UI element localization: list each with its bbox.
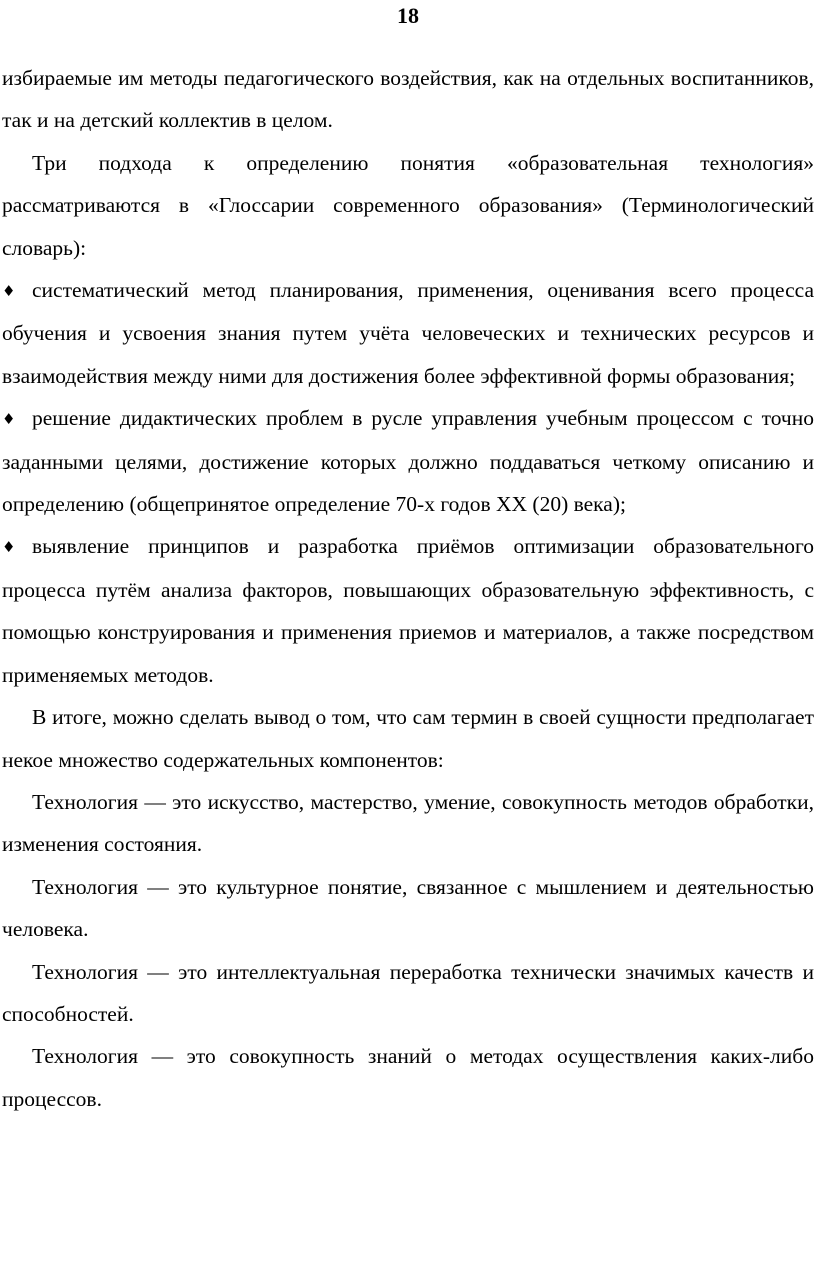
page-body [2, 57, 814, 1120]
bullet-item-2 [2, 397, 814, 525]
definition-paragraph-4: Технология — это совокупность знаний о методах осуществления каких-либо процессов. [2, 1044, 814, 1111]
bullet-item-3 [2, 525, 814, 696]
page-number: 18 [397, 3, 419, 28]
definition-paragraph-2: Технология — это культурное понятие, связанное с мышлением и деятельностью человека. [2, 874, 814, 942]
definition-paragraph-1: Технология — это искусство, мастерство, умение, совокупность методов обработки, изменения состояния. [2, 789, 814, 857]
conclusion-paragraph: В итоге, можно сделать вывод о том, что сам термин в своей сущности предполагает некое множество содержательных компонентов: [2, 705, 814, 772]
definition-paragraph-3: Технология — это интеллектуальная переработка технически значимых качеств и способностей. [2, 959, 814, 1026]
bullet-item-2-text: решение дидактических проблем в русле управления учебным процессом с точно заданными целями, достижение которых должно поддаваться четкому описанию и определению (общепринятое определение 70-х годов XX (20) века); [2, 406, 814, 517]
continuation-paragraph: избираемые им методы педагогического воздействия, как на отдельных воспитанников, так и на детский коллектив в целом. [2, 66, 814, 133]
bullet-item-1 [2, 269, 814, 397]
intro-paragraph: Три подхода к определению понятия «образовательная технология» рассматриваются в «Глоссарии современного образования» (Терминологический словарь): [2, 150, 814, 260]
diamond-bullet-icon: ♦ [2, 410, 16, 429]
diamond-bullet-icon: ♦ [2, 538, 16, 557]
diamond-bullet-icon: ♦ [2, 282, 16, 301]
bullet-item-1-text: систематический метод планирования, применения, оценивания всего процесса обучения и усвоения знания путем учёта человеческих и технических ресурсов и взаимодействия между ними для достижения более эффективной формы образования; [2, 278, 814, 388]
bullet-item-3-text: выявление принципов и разработка приёмов оптимизации образовательного процесса путём анализа факторов, повышающих образовательную эффективность, с помощью конструирования и применения приемов и материалов, а также посредством применяемых методов. [2, 534, 814, 687]
